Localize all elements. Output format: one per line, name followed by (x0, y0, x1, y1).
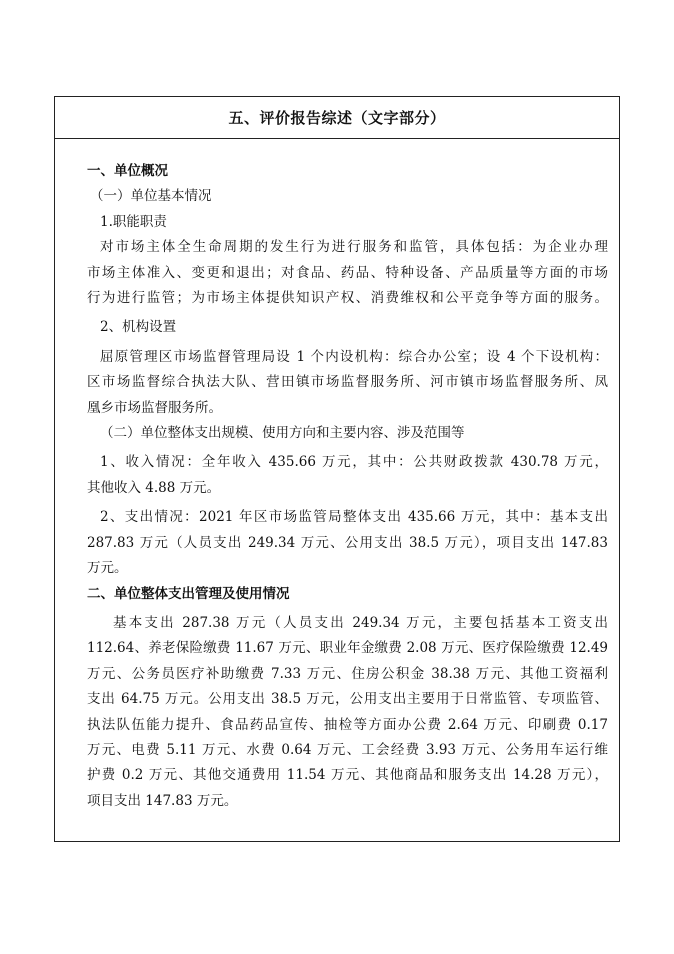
item-heading-organization: 2、机构设置 (100, 319, 177, 336)
paragraph-line: 2、支出情况：2021 年区市场监管局整体支出 435.66 万元，其中：基本支出 (100, 509, 608, 526)
report-body (87, 159, 608, 814)
paragraph-line: 凰乡市场监督服务所。 (87, 399, 222, 416)
paragraph-line: 支出 64.75 万元。公用支出 38.5 万元，公用支出主要用于日常监管、专项监管、 (87, 691, 608, 708)
title-row (55, 97, 619, 139)
subsection-heading-expenditure-scope: （二）单位整体支出规模、使用方向和主要内容、涉及范围等 (100, 425, 465, 442)
report-frame (54, 96, 620, 842)
paragraph-line: 1、收入情况：全年收入 435.66 万元，其中：公共财政拨款 430.78 万元， (100, 454, 608, 471)
paragraph-line: 对市场主体全生命周期的发生行为进行服务和监管，具体包括：为企业办理 (100, 239, 608, 256)
paragraph-line: 万元、电费 5.11 万元、水费 0.64 万元、工会经费 3.93 万元、公务用车运行维 (87, 741, 608, 758)
section-heading-unit-overview: 一、单位概况 (87, 163, 168, 179)
paragraph-line: 护费 0.2 万元、其他交通费用 11.54 万元、其他商品和服务支出 14.28 万元）， (87, 767, 608, 784)
paragraph-line: 万元、公务员医疗补助缴费 7.33 万元、住房公积金 38.38 万元、其他工资福利 (87, 665, 608, 682)
paragraph-line: 行为进行监管；为市场主体提供知识产权、消费维权和公平竞争等方面的服务。 (87, 290, 608, 307)
paragraph-line: 其他收入 4.88 万元。 (87, 479, 221, 496)
section-heading-expenditure-management: 二、单位整体支出管理及使用情况 (87, 585, 290, 602)
paragraph-line: 区市场监督综合执法大队、营田镇市场监督服务所、河市镇市场监督服务所、凤 (87, 374, 608, 391)
paragraph-line: 基本支出 287.38 万元（人员支出 249.34 万元，主要包括基本工资支出 (113, 614, 608, 631)
paragraph-line: 万元。 (87, 560, 128, 577)
paragraph-line: 执法队伍能力提升、食品药品宣传、抽检等方面办公费 2.64 万元、印刷费 0.17 (87, 716, 608, 733)
item-heading-duties: 1.职能职责 (100, 213, 167, 230)
paragraph-line: 112.64、养老保险缴费 11.67 万元、职业年金缴费 2.08 万元、医疗保险缴费 12.49 (87, 640, 608, 657)
paragraph-line: 项目支出 147.83 万元。 (87, 792, 238, 809)
subsection-heading-basic-info: （一）单位基本情况 (90, 188, 212, 205)
page-title: 五、评价报告综述（文字部分） (228, 109, 446, 127)
paragraph-line: 287.83 万元（人员支出 249.34 万元、公用支出 38.5 万元），项目支出 147.83 (87, 534, 608, 551)
paragraph-line: 市场主体准入、变更和退出；对食品、药品、特种设备、产品质量等方面的市场 (87, 264, 608, 281)
paragraph-line: 屈原管理区市场监督管理局设 1 个内设机构：综合办公室；设 4 个下设机构： (100, 348, 608, 365)
